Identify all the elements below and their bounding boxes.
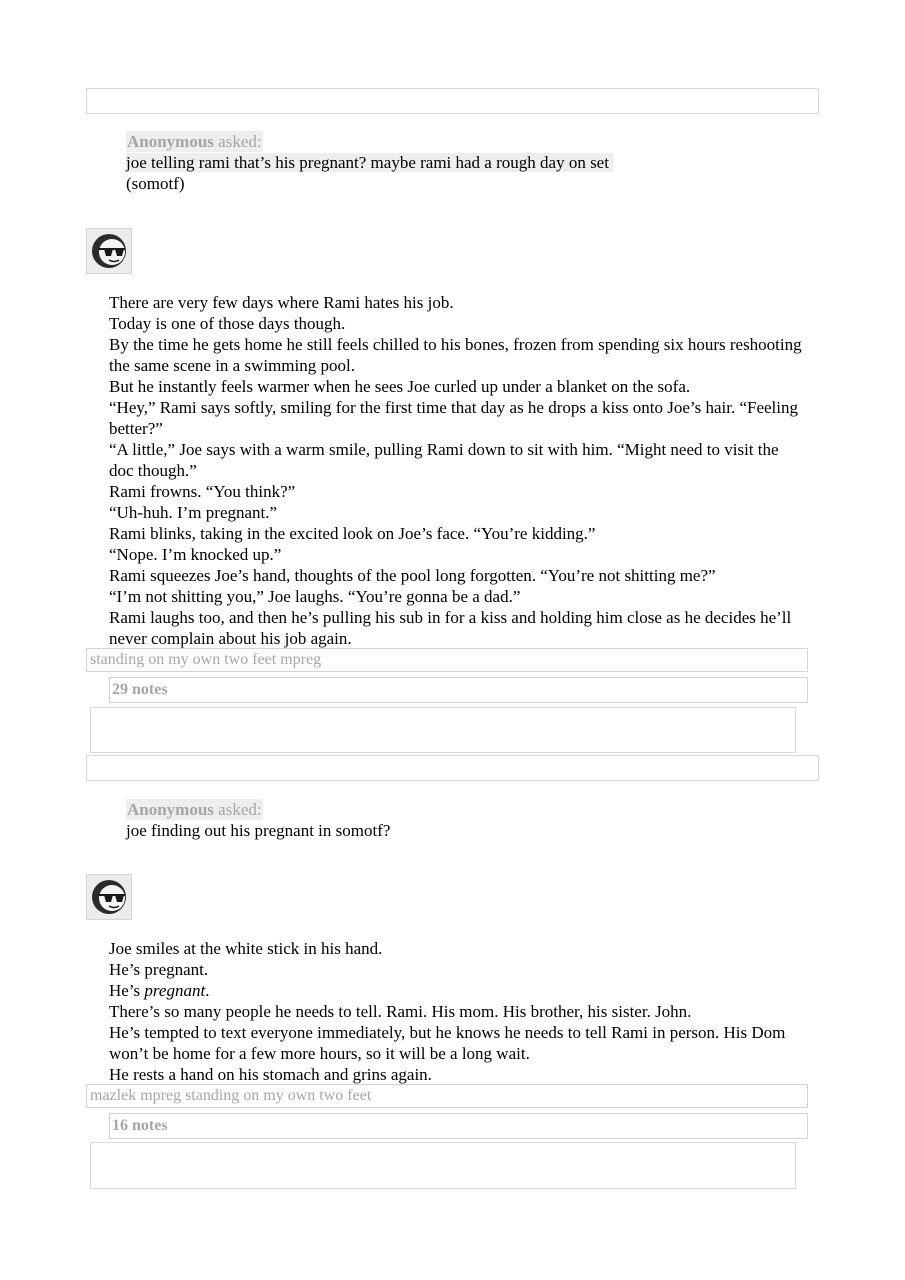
post-body [109,938,804,1085]
question-text: joe telling rami that’s his pregnant? maybe rami had a rough day on set [126,152,816,173]
paragraph: But he instantly feels warmer when he sees Joe curled up under a blanket on the sofa. [109,377,691,396]
question-text: (somotf) [126,174,185,193]
avatar[interactable] [86,874,132,920]
ask-block [126,799,816,841]
paragraph: He’s pregnant. [109,960,209,979]
paragraph: He’s tempted to text everyone immediately, but he knows he needs to tell Rami in person. His Dom won’t be home for a few more hours, so it will be a long wait. [109,1023,786,1063]
post-header-bar [86,88,819,114]
paragraph: “Uh-huh. I’m pregnant.” [109,503,278,522]
paragraph: “Nope. I’m knocked up.” [109,545,282,564]
ask-block [126,131,816,194]
question-text: joe finding out his pregnant in somotf? [126,821,391,840]
notes-panel [90,1142,796,1189]
paragraph: Today is one of those days though. [109,314,346,333]
paragraph: “A little,” Joe says with a warm smile, pulling Rami down to sit with him. “Might need to visit the doc though.” [109,440,779,480]
paragraph: He rests a hand on his stomach and grins again. [109,1065,432,1084]
avatar[interactable] [86,228,132,274]
post-body [109,292,804,649]
notes-panel [90,707,796,753]
paragraph: Rami frowns. “You think?” [109,482,296,501]
paragraph: Rami squeezes Joe’s hand, thoughts of the pool long forgotten. “You’re not shitting me?” [109,566,716,585]
notes-count[interactable]: 16 notes [109,1113,808,1139]
paragraph: “I’m not shitting you,” Joe laughs. “You’re gonna be a dad.” [109,587,521,606]
post-tags[interactable]: standing on my own two feet mpreg [86,648,808,672]
paragraph: By the time he gets home he still feels chilled to his bones, frozen from spending six hours reshooting the same scene in a swimming pool. [109,335,802,375]
paragraph: Rami laughs too, and then he’s pulling his sub in for a kiss and holding him close as he decides he’ll never complain about his job again. [109,608,792,648]
paragraph: There’s so many people he needs to tell. Rami. His mom. His brother, his sister. John. [109,1002,692,1021]
notes-count[interactable]: 29 notes [109,677,808,703]
asker-name[interactable]: Anonymous [127,800,214,819]
sunglasses-face-icon [87,875,131,919]
paragraph: He’s pregnant. [109,981,210,1000]
asked-label: asked: [218,132,262,151]
asked-label: asked: [218,800,262,819]
post-header-bar [86,755,819,781]
paragraph: Rami blinks, taking in the excited look on Joe’s face. “You’re kidding.” [109,524,596,543]
post-tags[interactable]: mazlek mpreg standing on my own two feet [86,1084,808,1108]
paragraph: There are very few days where Rami hates his job. [109,293,454,312]
asker-name[interactable]: Anonymous [127,132,214,151]
ask-header [126,131,263,152]
sunglasses-face-icon [87,229,131,273]
emphasis: pregnant [144,981,206,1000]
ask-header [126,799,263,820]
paragraph: Joe smiles at the white stick in his hand. [109,939,383,958]
paragraph: “Hey,” Rami says softly, smiling for the first time that day as he drops a kiss onto Joe’s hair. “Feeling better?” [109,398,799,438]
